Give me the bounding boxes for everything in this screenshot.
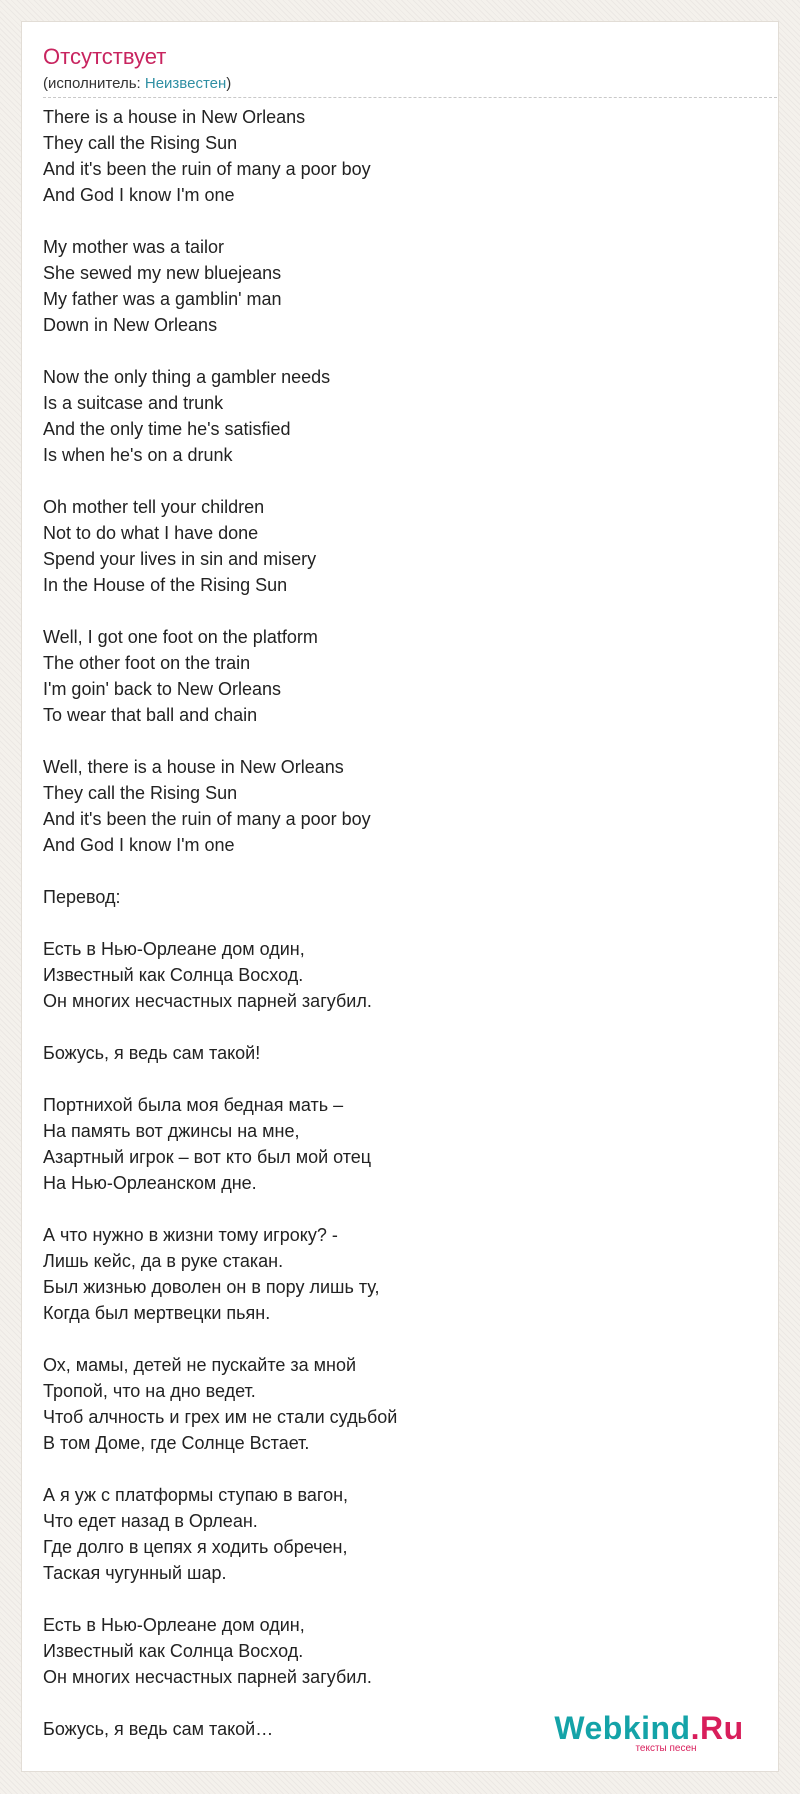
lyrics-stanza	[43, 884, 763, 910]
logo-name: Webkind	[554, 1710, 691, 1746]
lyrics-stanza	[43, 1092, 763, 1196]
lyrics-line: My mother was a tailor	[43, 237, 225, 257]
lyrics-line: Божусь, я ведь сам такой…	[43, 1719, 274, 1739]
lyrics-line: Известный как Солнца Восход.	[43, 1641, 304, 1661]
artist-link[interactable]: Неизвестен	[144, 75, 227, 92]
lyrics-line: Таская чугунный шар.	[43, 1563, 227, 1583]
lyrics-line: Где долго в цепях я ходить обречен,	[43, 1537, 348, 1557]
lyrics-line: And it's been the ruin of many a poor boy	[43, 159, 371, 179]
lyrics-stanza	[43, 494, 763, 598]
header-divider	[43, 97, 777, 98]
lyrics-line: В том Доме, где Солнце Встает.	[43, 1433, 310, 1453]
site-logo[interactable]	[549, 1711, 749, 1754]
lyrics-stanza	[43, 1040, 763, 1066]
lyrics-line: Now the only thing a gambler needs	[43, 367, 331, 387]
logo-wordmark	[549, 1711, 749, 1745]
lyrics-line: Oh mother tell your children	[43, 497, 265, 517]
lyrics-line: The other foot on the train	[43, 653, 251, 673]
lyrics-line: Лишь кейс, да в руке стакан.	[43, 1251, 284, 1271]
lyrics-line: Что едет назад в Орлеан.	[43, 1511, 258, 1531]
lyrics-line: Перевод:	[43, 887, 121, 907]
lyrics-line: Down in New Orleans	[43, 315, 218, 335]
lyrics-line: Божусь, я ведь сам такой!	[43, 1043, 261, 1063]
lyrics-line: And God I know I'm one	[43, 185, 235, 205]
lyrics-card	[21, 21, 779, 1772]
lyrics-line: Ох, мамы, детей не пускайте за мной	[43, 1355, 357, 1375]
lyrics-stanza	[43, 1222, 763, 1326]
lyrics-line: Портнихой была моя бедная мать –	[43, 1095, 344, 1115]
lyrics-stanza	[43, 624, 763, 728]
lyrics-line: Есть в Нью-Орлеане дом один,	[43, 1615, 305, 1635]
lyrics-stanza	[43, 1352, 763, 1456]
artist-prefix: (исполнитель:	[43, 75, 145, 92]
lyrics-line: Well, I got one foot on the platform	[43, 627, 318, 647]
lyrics-line: Был жизнью доволен он в пору лишь ту,	[43, 1277, 380, 1297]
artist-line	[43, 74, 231, 94]
lyrics-line: To wear that ball and chain	[43, 705, 258, 725]
logo-tagline: тексты песен	[635, 1743, 697, 1754]
lyrics-line: There is a house in New Orleans	[43, 107, 306, 127]
lyrics-line: Not to do what I have done	[43, 523, 259, 543]
lyrics-line: Когда был мертвецки пьян.	[43, 1303, 271, 1323]
lyrics-stanza	[43, 936, 763, 1014]
lyrics-stanza	[43, 1612, 763, 1690]
lyrics-line: And God I know I'm one	[43, 835, 235, 855]
lyrics-line: She sewed my new bluejeans	[43, 263, 282, 283]
lyrics-line: Is a suitcase and trunk	[43, 393, 224, 413]
lyrics-line: На Нью-Орлеанском дне.	[43, 1173, 257, 1193]
lyrics-line: They call the Rising Sun	[43, 783, 238, 803]
lyrics-line: Чтоб алчность и грех им не стали судьбой	[43, 1407, 398, 1427]
lyrics-line: In the House of the Rising Sun	[43, 575, 288, 595]
lyrics-line: Is when he's on a drunk	[43, 445, 233, 465]
lyrics-line: А что нужно в жизни тому игроку? -	[43, 1225, 338, 1245]
lyrics-line: And it's been the ruin of many a poor boy	[43, 809, 371, 829]
lyrics-line: My father was a gamblin' man	[43, 289, 282, 309]
lyrics-stanza	[43, 754, 763, 858]
lyrics-line: Известный как Солнца Восход.	[43, 965, 304, 985]
lyrics-line: Well, there is a house in New Orleans	[43, 757, 344, 777]
lyrics-line: Он многих несчастных парней загубил.	[43, 991, 372, 1011]
logo-domain: .Ru	[690, 1710, 744, 1746]
lyrics-line: Азартный игрок – вот кто был мой отец	[43, 1147, 372, 1167]
lyrics-stanza	[43, 364, 763, 468]
lyrics-line: На память вот джинсы на мне,	[43, 1121, 300, 1141]
lyrics-body	[43, 104, 763, 1768]
lyrics-line: Spend your lives in sin and misery	[43, 549, 317, 569]
lyrics-line: Тропой, что на дно ведет.	[43, 1381, 256, 1401]
lyrics-line: They call the Rising Sun	[43, 133, 238, 153]
lyrics-line: I'm goin' back to New Orleans	[43, 679, 281, 699]
lyrics-line: А я уж с платформы ступаю в вагон,	[43, 1485, 349, 1505]
artist-suffix: )	[226, 75, 232, 92]
lyrics-line: Есть в Нью-Орлеане дом один,	[43, 939, 305, 959]
lyrics-line: And the only time he's satisfied	[43, 419, 291, 439]
lyrics-stanza	[43, 234, 763, 338]
song-title: Отсутствует	[43, 44, 167, 69]
lyrics-stanza	[43, 1482, 763, 1586]
lyrics-line: Он многих несчастных парней загубил.	[43, 1667, 372, 1687]
lyrics-stanza	[43, 104, 763, 208]
